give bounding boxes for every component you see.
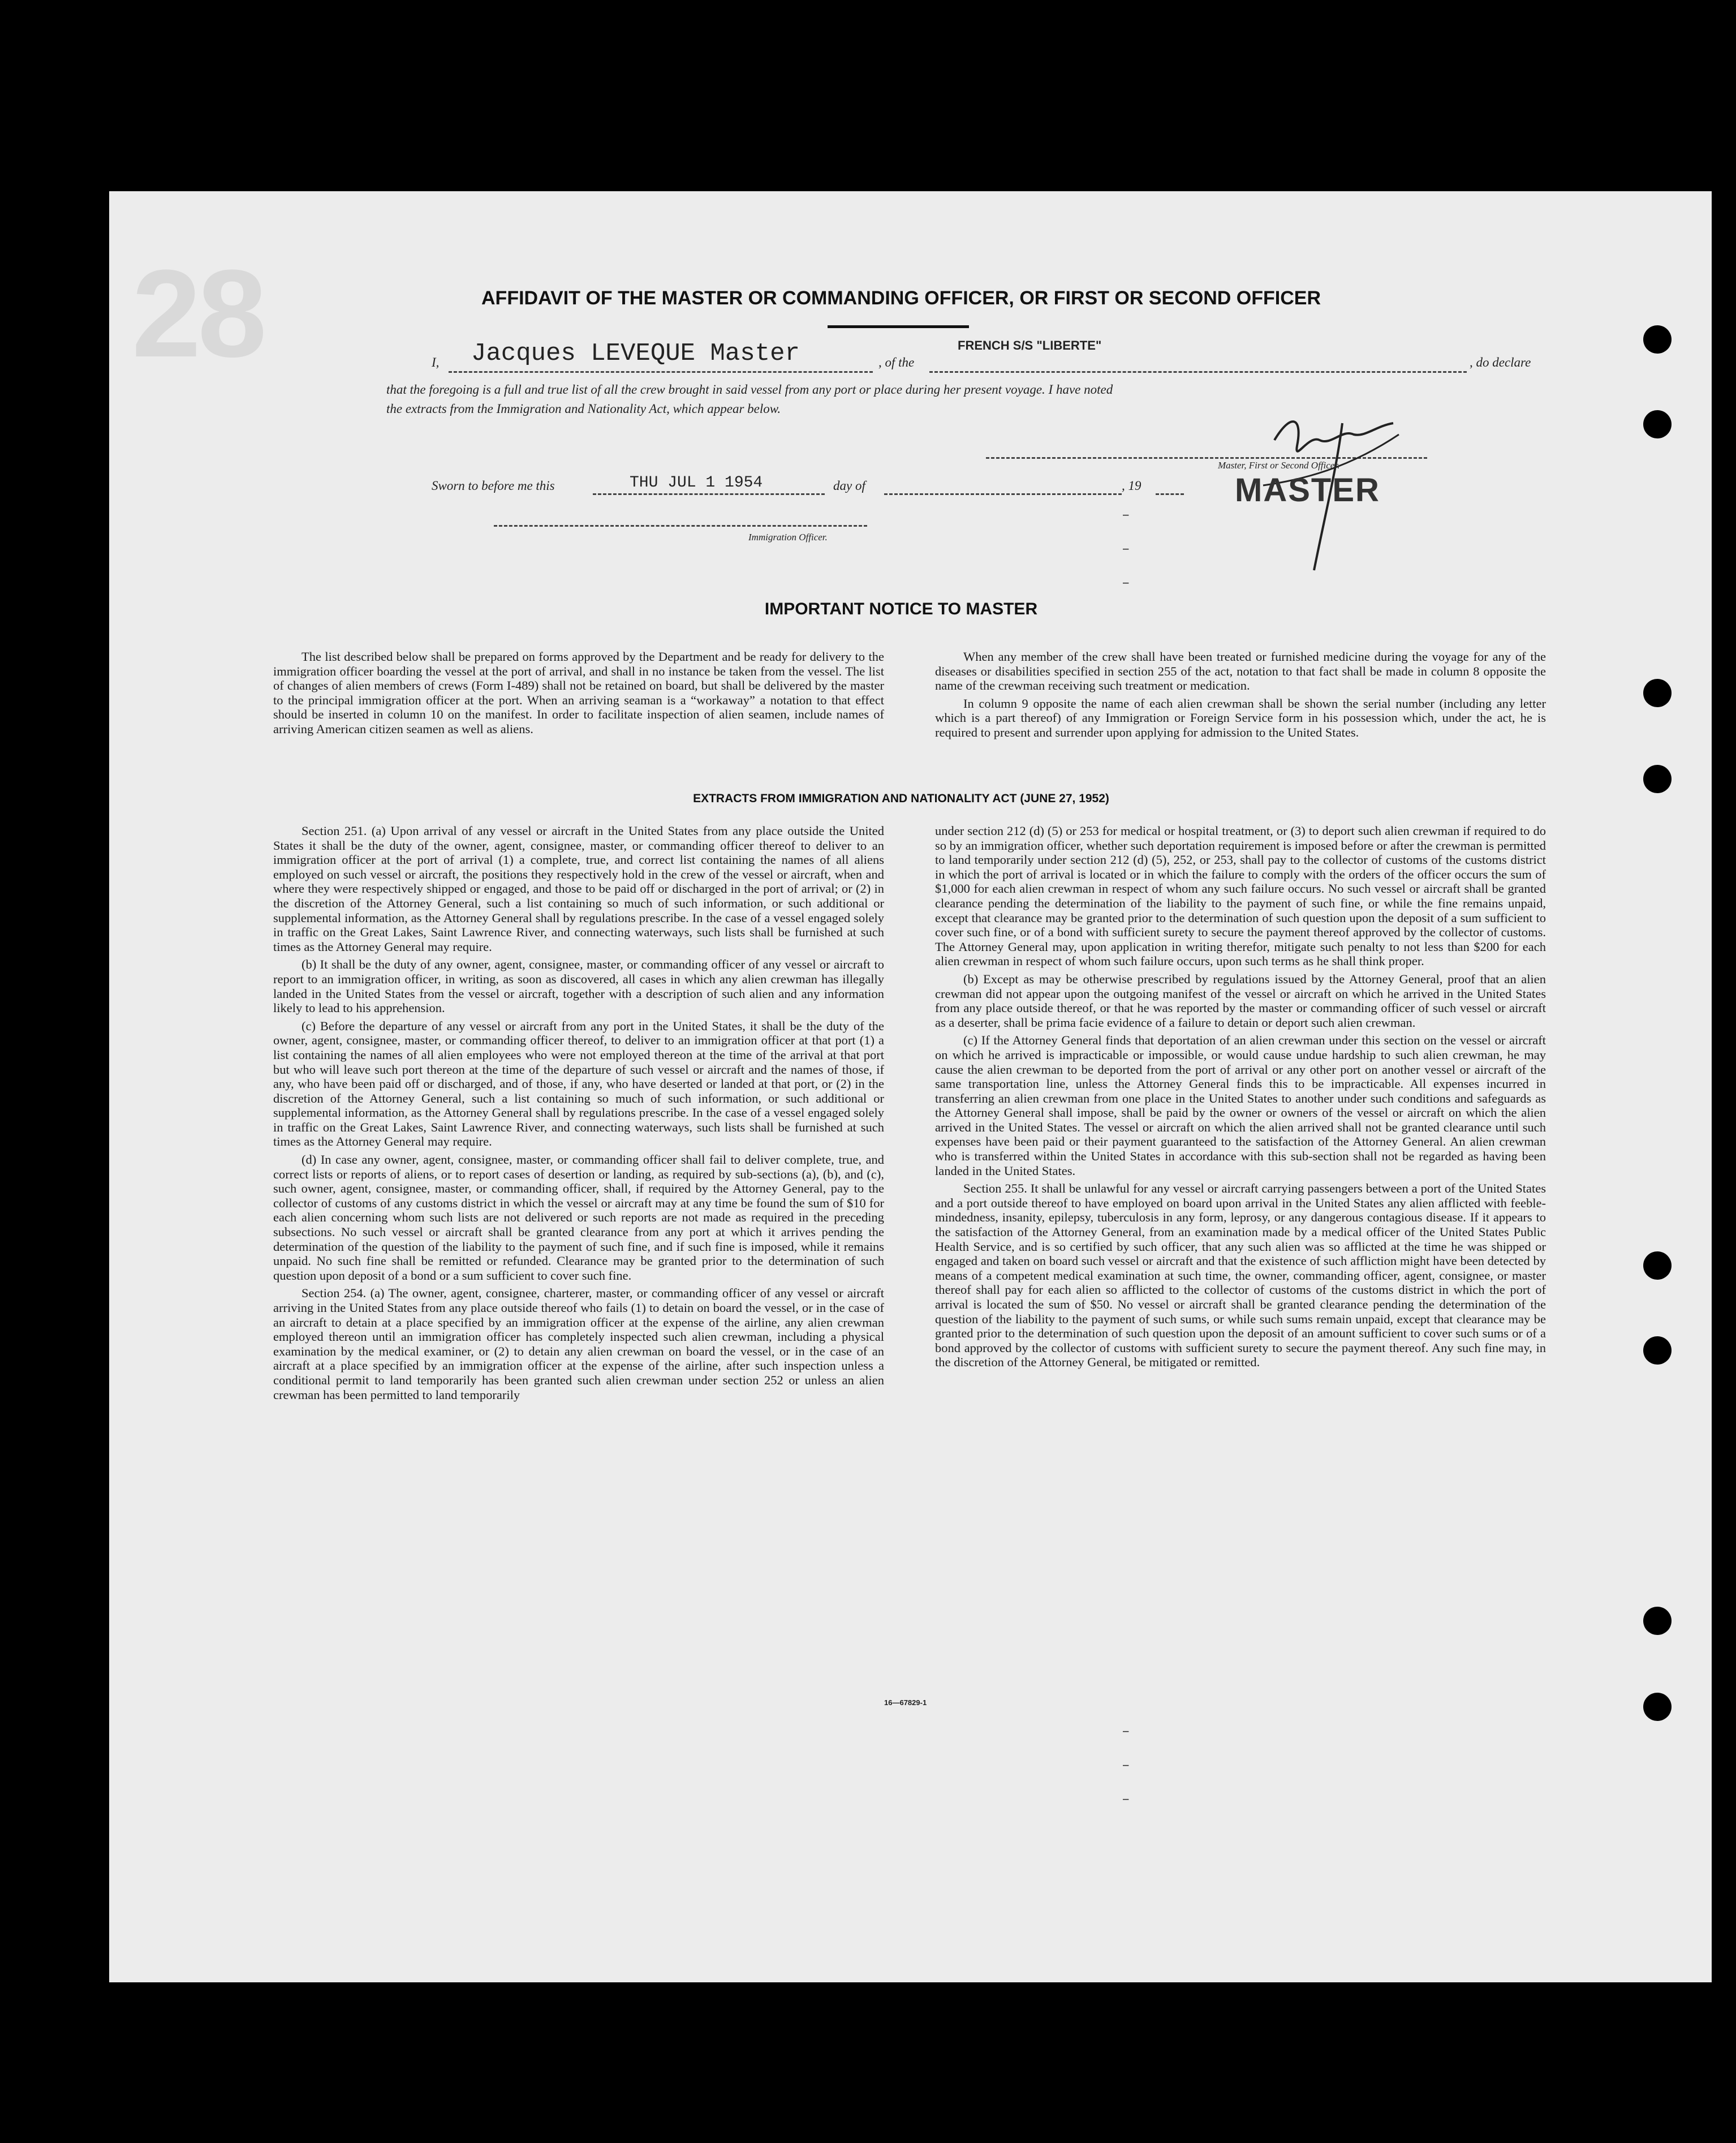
year-line (1156, 493, 1184, 495)
notice-right-text-2: In column 9 opposite the name of each alien crewman shall be shown the serial number (including any letter which is a part thereof) of any Immigration or Foreign Service form in his possession which, under the act, he is required to present and surrender upon applying for admission to the United States. (935, 696, 1546, 739)
punch-hole (1643, 1251, 1672, 1280)
section-254-b: (b) Except as may be otherwise prescribed by regulations issued by the Attorney General, proof that an alien crewman did not appear upon the outgoing manifest of the vessel or aircraft on which he arrived in the United States from any place outside thereof, or that he was reported by the master or commanding officer of such vessel or aircraft as a deserter, shall be prima facie evidence of a failure to detain or deport such alien crewman. (935, 971, 1546, 1030)
form-number: 16—67829-1 (884, 1698, 927, 1707)
of-the-label: , of the (878, 355, 915, 369)
punch-hole (1643, 1336, 1672, 1365)
tick-mark: – (1122, 1724, 1130, 1740)
punch-hole (1643, 1693, 1672, 1721)
notice-right-text-1: When any member of the crew shall have been treated or furnished medicine during the voyage for any of the diseases or disabilities specified in section 255 of the act, notation to that fact shall be made in column 8 opposite the name of the crewman receiving such treatment or medication. (935, 649, 1546, 693)
do-declare-label: , do declare (1470, 355, 1531, 369)
vessel-name: FRENCH S/S "LIBERTE" (958, 338, 1102, 352)
vessel-line (929, 371, 1467, 373)
punch-hole (1643, 410, 1672, 438)
punch-hole (1643, 325, 1672, 354)
declaration-line-2: that the foregoing is a full and true list of all the crew brought in said vessel from any port or place during her present voyage. I have noted (386, 382, 1113, 397)
section-255: Section 255. It shall be unlawful for any vessel or aircraft carrying passengers between a port of the United States and a port outside thereof to have employed on board upon arrival in the United States any alien afflicted with feeble-mindedness, insanity, epilepsy, tuberculosis in any form, leprosy, or any dangerous contagious disease. If it appears to the satisfaction of the Attorney General, from an examination made by a medical officer of the United States Public Health Service, and is so certified by such officer, that any such alien was so afflicted at the time he was shipped or engaged and taken on board such vessel or aircraft and that the existence of such affliction might have been detected by means of a competent medical examination at such time, the owner, commanding officer, agent, consignee, or master thereof shall pay for each alien so afflicted to the collector of customs of the customs district in which the port of arrival is located the sum of $50. No vessel or aircraft shall be granted clearance pending the determination of the question of the liability to the payment of such sums, or while such sums remain unpaid, except that clearance may be granted prior to the determination of such question upon the deposit of an amount sufficient to cover such sums or of a bond approved by the collector of customs with sufficient surety to secure the payment thereof. Any such fine may, in the discretion of the Attorney General, be mitigated or remitted. (935, 1181, 1546, 1370)
affidavit-title: AFFIDAVIT OF THE MASTER OR COMMANDING OFFICER, OR FIRST OR SECOND OFFICER (481, 287, 1321, 309)
extracts-heading: EXTRACTS FROM IMMIGRATION AND NATIONALITY ACT (JUNE 27, 1952) (693, 792, 1109, 805)
sworn-label: Sworn to before me this (432, 479, 555, 493)
extracts-left-column (273, 824, 884, 1405)
sworn-date: THU JUL 1 1954 (630, 474, 763, 492)
section-251-b: (b) It shall be the duty of any owner, agent, consignee, master, or commanding officer of any vessel or aircraft to report to an immigration officer, in writing, as soon as discovered, all cases in which any alien crewman has illegally landed in the United States from the vessel or aircraft, together with a description of such alien and any information likely to lead to his apprehension. (273, 957, 884, 1015)
tick-mark: – (1122, 1758, 1130, 1774)
day-of-label: day of (833, 479, 865, 493)
year-label: , 19 (1122, 479, 1141, 493)
immigration-officer-label: Immigration Officer. (748, 532, 828, 543)
document-page (109, 191, 1712, 1982)
section-251-d: (d) In case any owner, agent, consignee, master, or commanding officer shall fail to deliver complete, true, and correct lists or reports of aliens, or to report cases of desertion or landing, as required by sub-sections (a), (b), and (c), such owner, agent, consignee, master, or commanding officer, shall, if required by the Attorney General, pay to the collector of customs of any customs district in which the vessel or aircraft may at any time be found the sum of $10 for each alien concerning whom such lists are not delivered or such reports are not made as required in the preceding subsections. No such vessel or aircraft shall be granted clearance from any port at which it arrives pending the determination of the question of the liability to the payment of such fine, and if such fine is imposed, while it remains unpaid. No such fine shall be remitted or refunded. Clearance may be granted prior to the determination of such question upon deposit of a bond or a sum sufficient to cover such fine. (273, 1152, 884, 1283)
notice-left-column (273, 649, 884, 740)
master-stamp: MASTER (1235, 472, 1380, 509)
master-label: Master, First or Second Officer. (1218, 460, 1340, 471)
month-line (884, 493, 1122, 495)
tick-mark: – (1122, 508, 1130, 523)
punch-hole (1643, 1607, 1672, 1635)
section-254-a-cont: under section 212 (d) (5) or 253 for medical or hospital treatment, or (3) to deport such alien crewman if required to do so by an immigration officer, whether such deportation requirement is imposed before or after the crewman is permitted to land temporarily under section 212 (d) (5), 252, or 253, shall pay to the collector of customs of the customs district in which the port of arrival is located or in which the failure to comply with the orders of the officer occurs the sum of $1,000 for each alien crewman in respect of whom any such failure occurs. No such vessel or aircraft shall be granted clearance pending the determination of the liability to the payment of such fine, or while the fine remains unpaid, except that clearance may be granted prior to the determination of such question upon the deposit of a sum sufficient to cover such fine, or of a bond with sufficient surety to secure the payment thereof approved by the collector of customs. The Attorney General may, upon application in writing therefor, mitigate such penalty to not less than $200 for each alien crewman in respect of whom such failure occurs, upon such terms as he shall think proper. (935, 824, 1546, 969)
notice-right-column (935, 649, 1546, 743)
prefix-i: I, (432, 355, 440, 369)
master-name: Jacques LEVEQUE Master (471, 339, 800, 368)
notice-left-text: The list described below shall be prepared on forms approved by the Department and be ready for delivery to the immigration officer boarding the vessel at the port of arrival, and shall in no instance be taken from the vessel. The list of changes of alien members of crews (Form I-489) shall not be retained on board, but shall be delivered by the master to the principal immigration officer at the port. When an arriving seaman is a “workaway” a notation to that effect should be inserted in column 10 on the manifest. In order to facilitate inspection of alien seamen, include names of arriving American citizen seamen as well as aliens. (273, 649, 884, 736)
punch-hole (1643, 765, 1672, 793)
tick-mark: – (1122, 1792, 1130, 1808)
extracts-right-column (935, 824, 1546, 1373)
declaration-line-3: the extracts from the Immigration and Nationality Act, which appear below. (386, 402, 781, 416)
tick-mark: – (1122, 576, 1130, 591)
sworn-date-line (593, 493, 825, 495)
section-254-c: (c) If the Attorney General finds that deportation of an alien crewman under this section on the vessel or aircraft on which he arrived is impracticable or impossible, or would cause undue hardship to such alien crewman, he may cause the alien crewman to be deported from the port of arrival or any other port on another vessel or aircraft of the same transportation line, unless the Attorney General finds this to be impracticable. All expenses incurred in transferring an alien crewman from one place in the United States to another under such conditions and safeguards as the Attorney General shall impose, shall be paid by the owner or owners of the vessel or aircraft on which the alien arrived in the United States. The vessel or aircraft on which the alien arrived shall not be granted clearance until such expenses have been paid or their payment guaranteed to the satisfaction of the Attorney General. An alien crewman who is transferred within the United States in accordance with this sub-section shall not be regarded as having been landed in the United States. (935, 1033, 1546, 1178)
section-254-a: Section 254. (a) The owner, agent, consignee, charterer, master, or commanding officer of any vessel or aircraft arriving in the United States from any place outside thereof who fails (1) to detain on board the vessel, or in the case of an aircraft to detain at a place specified by an immigration officer at the expense of the airline, any alien crewman employed thereon until an immigration officer has completely inspected such alien crewman, including a physical examination by the medical examiner, or (2) to detain any alien crewman on board the vessel, or in the case of an aircraft at a place specified by an immigration officer at the expense of the airline, after such inspection unless a conditional permit to land temporarily has been granted such alien crewman under section 252 or unless an alien crewman has been permitted to land temporarily (273, 1286, 884, 1402)
notice-heading: IMPORTANT NOTICE TO MASTER (764, 600, 1038, 618)
officer-signature-line (494, 525, 867, 527)
punch-hole (1643, 679, 1672, 707)
tick-mark: – (1122, 542, 1130, 557)
name-line (449, 371, 873, 373)
section-251-c: (c) Before the departure of any vessel or aircraft from any port in the United States, it shall be the duty of the owner, agent, consignee, master, or commanding officer thereof, to deliver to an immigration officer at that port (1) a list containing the names of all alien employees who were not employed thereon at the time of the arrival at that port but who will leave such port thereon at the time of the departure of such vessel or aircraft and the names of those, if any, who have been paid off or discharged, and of those, if any, who have deserted or landed at that port, or (2) in the discretion of the Attorney General, such a list containing so much of such information, or such additional or supplemental information, as the Attorney General shall by regulations prescribe. In the case of a vessel engaged solely in traffic on the Great Lakes, Saint Lawrence River, and connecting waterways, such lists shall be furnished at such times as the Attorney General may require. (273, 1018, 884, 1149)
section-251-a: Section 251. (a) Upon arrival of any vessel or aircraft in the United States from any place outside the United States it shall be the duty of the owner, agent, consignee, master, or commanding officer thereof to deliver to an immigration officer at the port of arrival (1) a complete, true, and correct list containing the names of all aliens employed on such vessel or aircraft, the positions they respectively hold in the crew of the vessel or aircraft, when and where they were respectively shipped or engaged, and those to be paid off or discharged in the port of arrival; or (2) in the discretion of the Attorney General, such a list containing so much of such information, or such additional or supplemental information, as the Attorney General shall by regulations prescribe. In the case of a vessel engaged solely in traffic on the Great Lakes, Saint Lawrence River, and connecting waterways, such lists shall be furnished at such times as the Attorney General may require. (273, 824, 884, 954)
bleed-through-number: 28 (132, 244, 264, 383)
title-rule (828, 325, 969, 328)
